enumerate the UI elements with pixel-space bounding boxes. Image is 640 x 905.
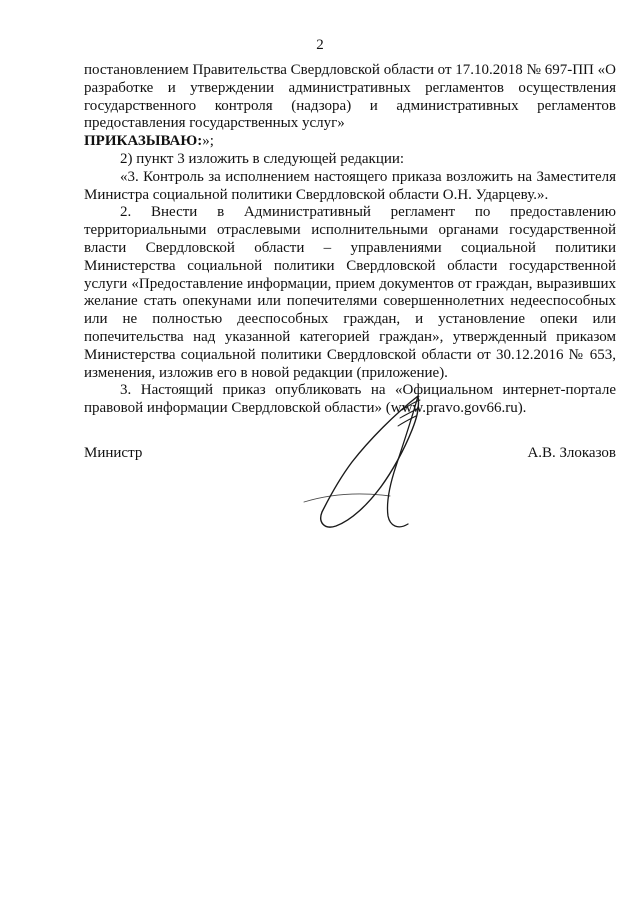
signatory-name: А.В. Злоказов	[527, 445, 616, 461]
paragraph-point-2: 2. Внести в Административный регламент по предоставлению территориальными отраслевыми исполнительными органами государственной власти Свердловской области – управлениями социальной политики Министерства социальной политики Свердловской области государственной услуги «Предоставление информации, прием документов от граждан, выразивших желание стать опекунами или попечителями совершеннолетних недееспособных или не полностью дееспособных граждан, и установление опеки или попечительства над указанной категорией граждан», утвержденный приказом Министерства социальной политики Свердловской области от 30.12.2016 № 653, изменения, изложив его в новой редакции (приложение).	[84, 204, 616, 381]
paragraph-regulation-reference: постановлением Правительства Свердловской области от 17.10.2018 № 697-ПП «О разработке и утверждении административных регламентов осуществления государственного контроля (надзора) и административных регламентов предоставления государственных услуг»	[84, 62, 616, 132]
paragraph-item-3-text: «3. Контроль за исполнением настоящего приказа возложить на Заместителя Министра социальной политики Свердловской области О.Н. Ударцеву.».	[84, 168, 616, 203]
paragraph-order-keyword	[84, 133, 616, 151]
page-number: 2	[316, 37, 324, 53]
paragraph-point-3: 3. Настоящий приказ опубликовать на «Официальном интернет-портале правовой информации Свердловской области» (www.pravo.gov66.ru).	[84, 382, 616, 417]
signatory-role: Министр	[84, 445, 143, 461]
document-body	[84, 62, 616, 418]
handwritten-signature	[300, 384, 450, 544]
order-keyword-tail: »;	[202, 133, 214, 150]
paragraph-item-2: 2) пункт 3 изложить в следующей редакции:	[120, 150, 405, 167]
order-keyword: ПРИКАЗЫВАЮ:	[84, 133, 203, 150]
